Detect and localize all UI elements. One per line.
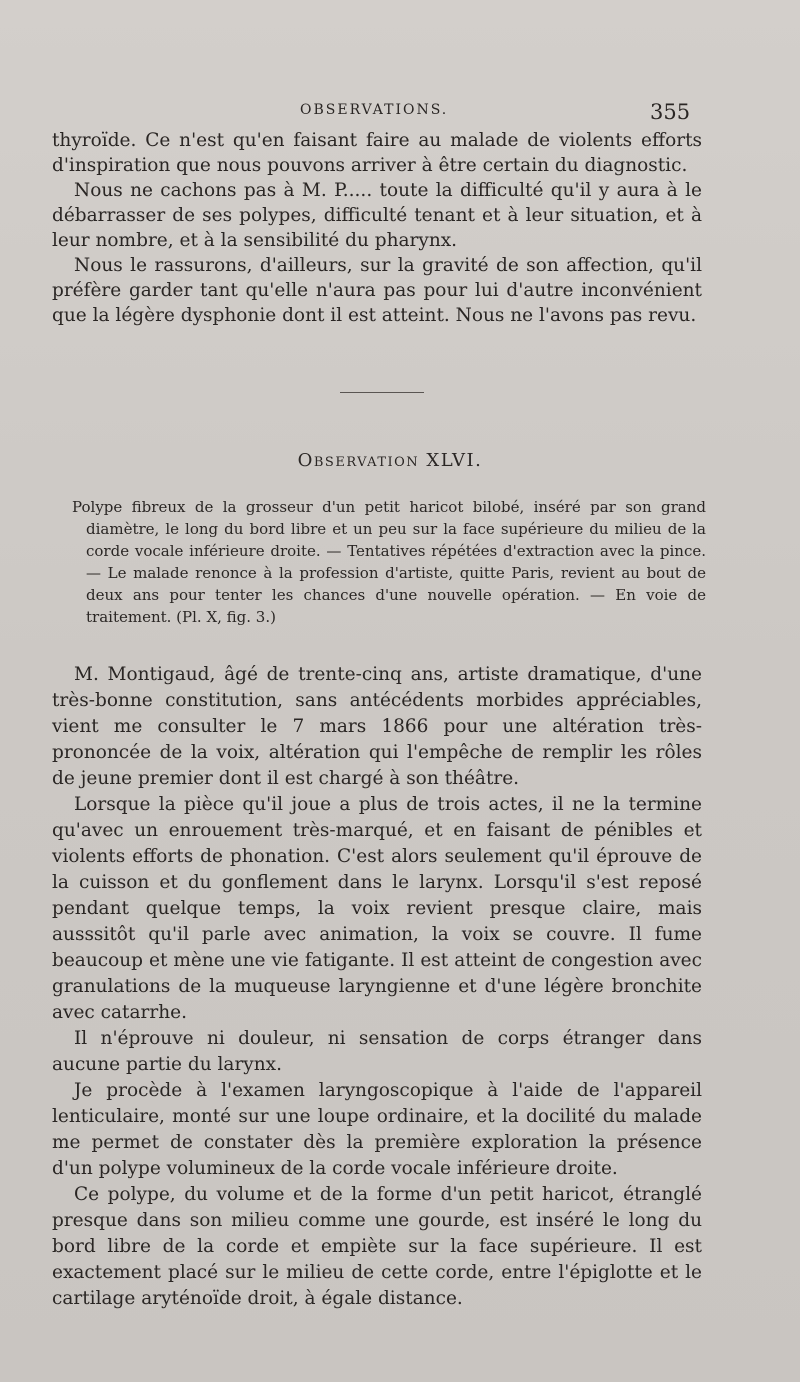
paragraph: Lorsque la pièce qu'il joue a plus de trois actes, il ne la termine qu'avec un enrouement très-marqué, et en faisant de pénibles et violents efforts de phonation. C'est alors seulement qu'il éprouve de la cuisson et du gonflement dans le larynx. Lorsqu'il s'est reposé pendant quelque temps, la voix revient presque claire, mais ausssitôt qu'il parle avec animation, la voix se couvre. Il fume beaucoup et mène une vie fatigante. Il est atteint de congestion avec granulations de la muqueuse laryngienne et d'une légère bronchite avec catarrhe. — [52, 794, 702, 1023]
paragraph: Ce polype, du volume et de la forme d'un petit haricot, étranglé presque dans son milieu comme une gourde, est inséré le long du bord libre de la corde et empiète sur la face supérieure. Il est exactement placé sur le milieu de cette corde, entre l'épiglotte et le cartilage aryténoïde droit, à égale distance. — [52, 1184, 702, 1309]
running-head — [0, 100, 800, 128]
paragraph: thyroïde. Ce n'est qu'en faisant faire au malade de violents efforts d'inspiration que nous pouvons arriver à être certain du diagnostic. — [52, 130, 702, 176]
paragraph: Nous le rassurons, d'ailleurs, sur la gravité de son affection, qu'il préfère garder tant qu'elle n'aura pas pour lui d'autre inconvénient que la légère dysphonie dont il est atteint. Nous ne l'avons pas revu. — [52, 255, 702, 326]
observation-summary: Polype fibreux de la grosseur d'un petit haricot bilobé, inséré par son grand diamètre, le long du bord libre et un peu sur la face supérieure du milieu de la corde vocale inférieure droite. — Tentatives répétées d'extraction avec la pince. — Le malade renonce à la profession d'artiste, quitte Paris, revient au bout de deux ans pour tenter les chances d'une nouvelle opération. — En voie de traitement. (Pl. X, fig. 3.) — [72, 498, 706, 626]
observation-text-block — [52, 662, 702, 1312]
paragraph: Je procède à l'examen laryngoscopique à l'aide de l'appareil lenticulaire, monté sur une loupe ordinaire, et la docilité du malade me permet de constater dès la première exploration la présence d'un polype volumineux de la corde vocale inférieure droite. — [52, 1080, 702, 1179]
paragraph: Nous ne cachons pas à M. P..... toute la difficulté qu'il y aura à le débarrasser de ses polypes, difficulté tenant et à leur situation, et à leur nombre, et à la sensibilité du pharynx. — [52, 180, 702, 251]
observation-heading: Observation XLVI. — [297, 450, 483, 471]
paragraph: Il n'éprouve ni douleur, ni sensation de corps étranger dans aucune partie du larynx. — [52, 1028, 702, 1075]
continued-text-block — [52, 128, 702, 328]
paragraph: M. Montigaud, âgé de trente-cinq ans, artiste dramatique, d'une très-bonne constitution, sans antécédents morbides appréciables, vient me consulter le 7 mars 1866 pour une altération très-prononcée de la voix, altération qui l'empêche de remplir les rôles de jeune premier dont il est chargé à son théâtre. — [52, 664, 702, 789]
page-number: 355 — [650, 100, 691, 124]
running-title: OBSERVATIONS. — [300, 102, 449, 118]
section-divider — [340, 392, 424, 393]
